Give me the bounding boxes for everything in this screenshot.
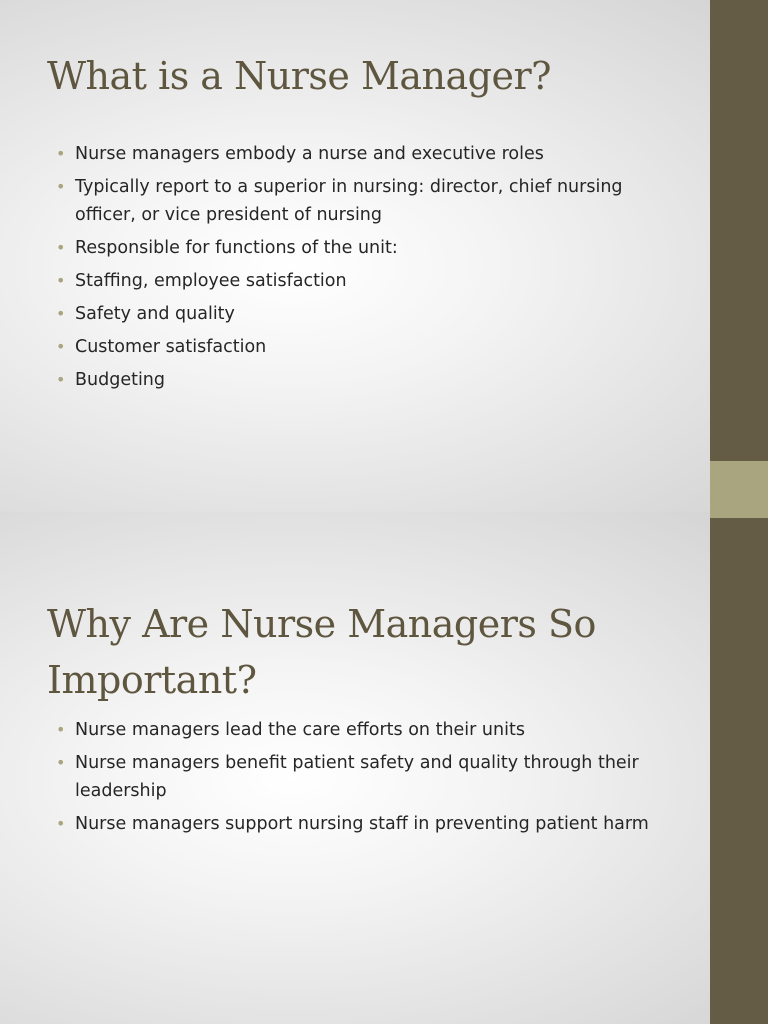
slide-2-title: Why Are Nurse Managers So Important? xyxy=(47,602,596,702)
bullet-item xyxy=(56,140,681,168)
bullet-text: Safety and quality xyxy=(75,304,235,324)
bullet-dot-icon: • xyxy=(56,177,66,196)
bullet-item xyxy=(56,333,681,361)
bullet-dot-icon: • xyxy=(56,720,66,739)
bullet-dot-icon: • xyxy=(56,753,66,772)
bullet-dot-icon: • xyxy=(56,337,66,356)
slide-divider-accent xyxy=(710,461,768,518)
bullet-item xyxy=(56,173,681,229)
bullet-item xyxy=(56,267,681,295)
bullet-dot-icon: • xyxy=(56,370,66,389)
slide-1-side-bar xyxy=(710,0,768,512)
bullet-item xyxy=(56,300,681,328)
slide-1-bullet-list xyxy=(56,140,681,399)
bullet-item xyxy=(56,716,681,744)
bullet-item xyxy=(56,234,681,262)
slide-1-title: What is a Nurse Manager? xyxy=(47,54,552,98)
slide-2 xyxy=(0,512,768,1024)
bullet-text: Nurse managers lead the care efforts on their units xyxy=(75,720,525,740)
bullet-text: Typically report to a superior in nursing: director, chief nursing officer, or vice president of nursing xyxy=(75,177,623,225)
bullet-text: Nurse managers embody a nurse and executive roles xyxy=(75,144,544,164)
bullet-text: Staffing, employee satisfaction xyxy=(75,271,347,291)
slide-2-side-bar xyxy=(710,512,768,1024)
bullet-dot-icon: • xyxy=(56,814,66,833)
bullet-text: Budgeting xyxy=(75,370,166,390)
bullet-item xyxy=(56,749,681,805)
bullet-dot-icon: • xyxy=(56,144,66,163)
bullet-item xyxy=(56,366,681,394)
bullet-dot-icon: • xyxy=(56,238,66,257)
slide-2-bullet-list xyxy=(56,716,681,843)
bullet-text: Nurse managers benefit patient safety and quality through their leadership xyxy=(75,753,639,801)
bullet-item xyxy=(56,810,681,838)
bullet-text: Nurse managers support nursing staff in preventing patient harm xyxy=(75,814,649,834)
bullet-dot-icon: • xyxy=(56,304,66,323)
bullet-text: Responsible for functions of the unit: xyxy=(75,238,398,258)
bullet-text: Customer satisfaction xyxy=(75,337,267,357)
bullet-dot-icon: • xyxy=(56,271,66,290)
